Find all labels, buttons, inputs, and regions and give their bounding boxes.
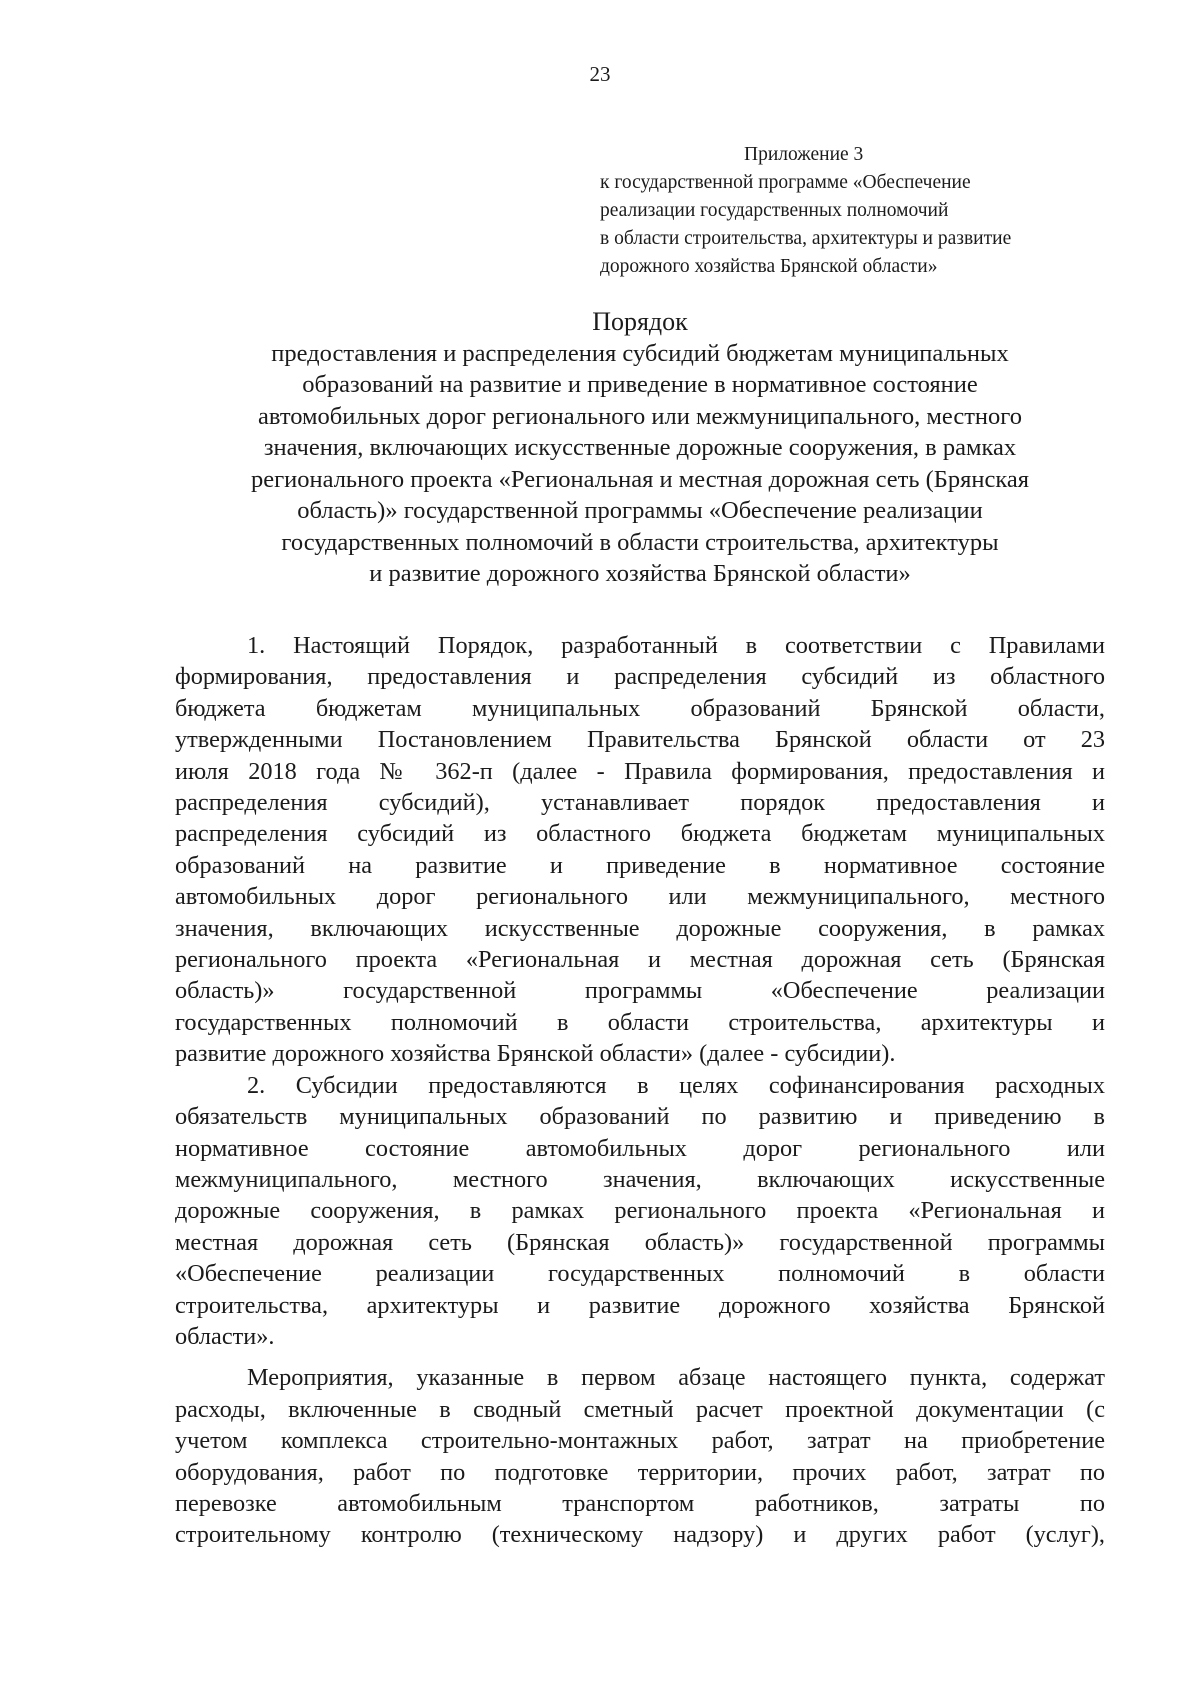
paragraph-line: местная дорожная сеть (Брянская область)» государственной программы — [175, 1228, 1105, 1256]
paragraph-line: Мероприятия, указанные в первом абзаце настоящего пункта, содержат — [247, 1364, 1105, 1392]
paragraph-line: автомобильных дорог регионального или межмуниципального, местного — [175, 883, 1105, 911]
paragraph-line: расходы, включенные в сводный сметный расчет проектной документации (с — [175, 1395, 1105, 1423]
paragraph-line: значения, включающих искусственные дорожные сооружения, в рамках — [175, 914, 1105, 942]
paragraph-line: перевозке автомобильным транспортом работников, затраты по — [175, 1489, 1105, 1517]
paragraph-line: 1. Настоящий Порядок, разработанный в соответствии с Правилами — [247, 632, 1105, 659]
appendix-note — [600, 141, 1120, 281]
paragraph-line: распределения субсидий из областного бюджета бюджетам муниципальных — [175, 820, 1105, 848]
paragraph-line: развитие дорожного хозяйства Брянской области» (далее - субсидии). — [175, 1040, 896, 1068]
paragraph-line: обязательств муниципальных образований по развитию и приведению в — [175, 1103, 1105, 1131]
paragraph-line: строительному контролю (техническому надзору) и других работ (услуг), — [175, 1521, 1105, 1549]
document-heading — [170, 306, 1110, 590]
heading-line: автомобильных дорог регионального или межмуниципального, местного — [258, 402, 1022, 430]
appendix-line: дорожного хозяйства Брянской области» — [600, 256, 938, 277]
paragraph-line: «Обеспечение реализации государственных полномочий в области — [175, 1260, 1105, 1288]
paragraph-3 — [175, 1362, 1105, 1550]
paragraph-line: регионального проекта «Региональная и местная дорожная сеть (Брянская — [175, 946, 1105, 974]
heading-line: область)» государственной программы «Обеспечение реализации — [297, 497, 983, 524]
paragraph-line: учетом комплекса строительно-монтажных работ, затрат на приобретение — [175, 1427, 1105, 1455]
heading-line: государственных полномочий в области строительства, архитектуры — [281, 528, 999, 556]
paragraph-line: строительства, архитектуры и развитие дорожного хозяйства Брянской — [175, 1291, 1105, 1319]
appendix-line: реализации государственных полномочий — [600, 200, 949, 221]
paragraph-line: образований на развитие и приведение в нормативное состояние — [175, 851, 1105, 879]
appendix-title: Приложение 3 — [744, 144, 864, 165]
paragraph-spacer — [175, 1352, 1105, 1362]
paragraph-line: нормативное состояние автомобильных дорог регионального или — [175, 1134, 1105, 1162]
paragraph-line: государственных полномочий в области строительства, архитектуры и — [175, 1008, 1105, 1036]
paragraph-line: оборудования, работ по подготовке территории, прочих работ, затрат по — [175, 1458, 1105, 1486]
page-number: 23 — [589, 62, 611, 86]
paragraph-line: бюджета бюджетам муниципальных образований Брянской области, — [175, 694, 1105, 722]
heading-line: и развитие дорожного хозяйства Брянской области» — [369, 560, 911, 587]
heading-line: предоставления и распределения субсидий бюджетам муниципальных — [271, 339, 1009, 367]
paragraph-line: дорожные сооружения, в рамках регионального проекта «Региональная и — [175, 1197, 1105, 1225]
document-body — [175, 630, 1105, 1551]
paragraph-line: области». — [175, 1322, 275, 1350]
document-title: Порядок — [592, 307, 688, 336]
paragraph-line: июля 2018 года № 362-п (далее - Правила формирования, предоставления и — [175, 757, 1105, 785]
paragraph-2 — [175, 1070, 1105, 1353]
heading-line: образований на развитие и приведение в нормативное состояние — [302, 371, 978, 398]
heading-line: значения, включающих искусственные дорожные сооружения, в рамках — [263, 434, 1017, 461]
paragraph-line: область)» государственной программы «Обеспечение реализации — [175, 977, 1105, 1005]
paragraph-1 — [175, 630, 1105, 1070]
paragraph-line: утвержденными Постановлением Правительства Брянской области от 23 — [175, 726, 1105, 754]
paragraph-line: 2. Субсидии предоставляются в целях софинансирования расходных — [247, 1071, 1105, 1099]
paragraph-line: распределения субсидий), устанавливает порядок предоставления и — [175, 789, 1105, 817]
appendix-line: в области строительства, архитектуры и развитие — [600, 228, 1012, 249]
heading-line: регионального проекта «Региональная и местная дорожная сеть (Брянская — [250, 465, 1030, 493]
paragraph-line: межмуниципального, местного значения, включающих искусственные — [175, 1165, 1105, 1193]
appendix-line: к государственной программе «Обеспечение — [600, 172, 971, 193]
paragraph-line: формирования, предоставления и распределения субсидий из областного — [175, 663, 1105, 691]
